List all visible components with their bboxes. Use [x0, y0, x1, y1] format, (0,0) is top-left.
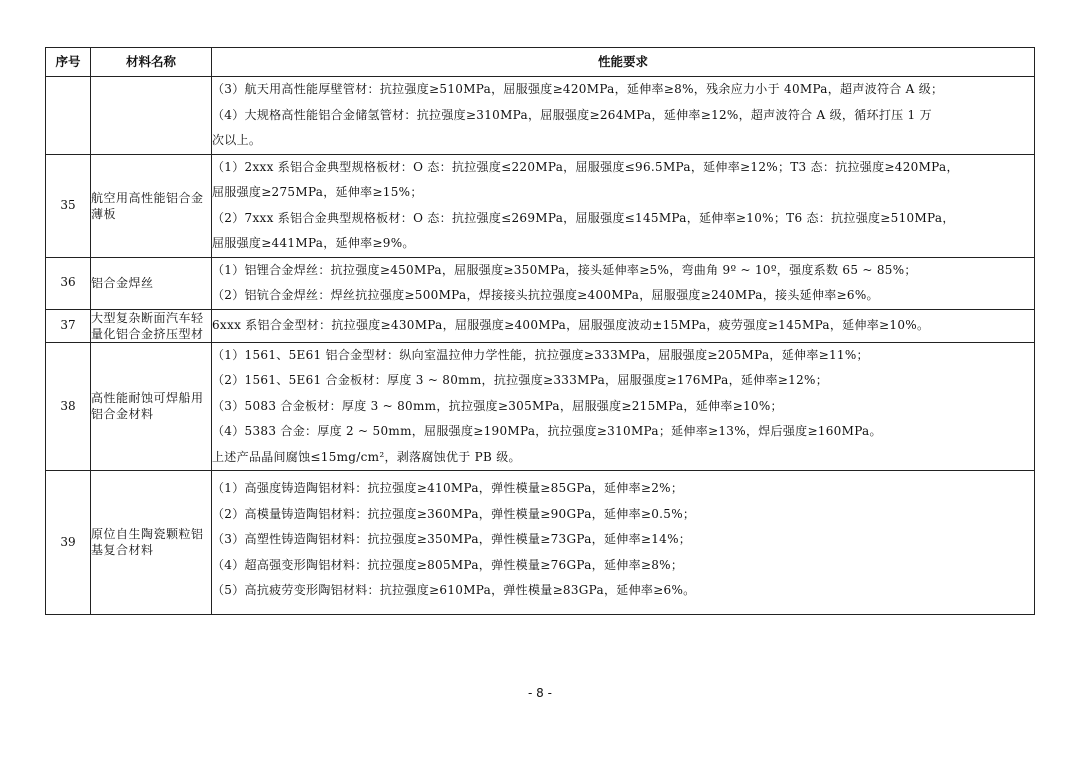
requirement-line: 上述产品晶间腐蚀≤15mg/cm²，剥落腐蚀优于 PB 级。 [212, 449, 521, 464]
requirement-line: （1）铝锂合金焊丝：抗拉强度≥450MPa，屈服强度≥350MPa，接头延伸率≥5%，弯曲角 9º ~ 10º，强度系数 65 ~ 85%； [212, 262, 917, 277]
table-row [46, 471, 1035, 615]
table-row [46, 342, 1035, 471]
material-name: 航空用高性能铝合金薄板 [91, 154, 212, 257]
row-number: 37 [46, 309, 91, 342]
table-body [46, 77, 1035, 615]
requirement-line: （3）5083 合金板材：厚度 3 ~ 80mm，抗拉强度≥305MPa，屈服强度≥215MPa，延伸率≥10%； [212, 398, 783, 413]
row-number [46, 77, 91, 155]
material-name [91, 77, 212, 155]
row-number: 36 [46, 257, 91, 309]
requirement-line: 6xxx 系铝合金型材：抗拉强度≥430MPa，屈服强度≥400MPa，屈服强度波动±15MPa，疲劳强度≥145MPa，延伸率≥10%。 [212, 317, 930, 332]
row-number: 38 [46, 342, 91, 471]
row-number: 39 [46, 471, 91, 615]
requirements-cell [212, 77, 1035, 155]
requirements-cell [212, 471, 1035, 615]
header-material-name: 材料名称 [91, 48, 212, 77]
table-row [46, 154, 1035, 257]
requirement-line: （4）5383 合金：厚度 2 ~ 50mm，屈服强度≥190MPa，抗拉强度≥310MPa；延伸率≥13%，焊后强度≥160MPa。 [212, 424, 882, 438]
material-name: 大型复杂断面汽车轻量化铝合金挤压型材 [91, 309, 212, 342]
requirements-cell [212, 342, 1035, 471]
table-row [46, 257, 1035, 309]
requirement-line: （4）超高强变形陶铝材料：抗拉强度≥805MPa，弹性模量≥76GPa，延伸率≥8%； [212, 557, 684, 572]
requirement-line: （3）航天用高性能厚壁管材：抗拉强度≥510MPa，屈服强度≥420MPa，延伸率≥8%，残余应力小于 40MPa，超声波符合 A 级； [212, 82, 944, 96]
requirement-line: 屈服强度≥441MPa，延伸率≥9%。 [212, 236, 415, 250]
requirements-cell [212, 257, 1035, 309]
requirement-line: （4）大规格高性能铝合金储氢管材：抗拉强度≥310MPa，屈服强度≥264MPa，延伸率≥12%，超声波符合 A 级，循环打压 1 万 [212, 107, 932, 122]
table-header-row [46, 48, 1035, 77]
requirement-line: （1）2xxx 系铝合金典型规格板材：O 态：抗拉强度≤220MPa，屈服强度≤96.5MPa，延伸率≥12%；T3 态：抗拉强度≥420MPa， [212, 159, 959, 174]
requirement-line: （2）7xxx 系铝合金典型规格板材：O 态：抗拉强度≤269MPa，屈服强度≤145MPa，延伸率≥10%；T6 态：抗拉强度≥510MPa， [212, 210, 955, 225]
row-number: 35 [46, 154, 91, 257]
material-name: 铝合金焊丝 [91, 257, 212, 309]
table-row [46, 77, 1035, 155]
table-row [46, 309, 1035, 342]
requirement-line: （2）铝钪合金焊丝：焊丝抗拉强度≥500MPa，焊接接头抗拉强度≥400MPa，屈服强度≥240MPa，接头延伸率≥6%。 [212, 288, 879, 302]
material-name: 高性能耐蚀可焊船用铝合金材料 [91, 342, 212, 471]
header-performance-requirements: 性能要求 [212, 48, 1035, 77]
material-name: 原位自生陶瓷颗粒铝基复合材料 [91, 471, 212, 615]
requirement-line: （1）高强度铸造陶铝材料：抗拉强度≥410MPa，弹性模量≥85GPa，延伸率≥2%； [212, 481, 684, 495]
requirement-line: （5）高抗疲劳变形陶铝材料：抗拉强度≥610MPa，弹性模量≥83GPa，延伸率≥6%。 [212, 583, 696, 597]
requirement-line: （3）高塑性铸造陶铝材料：抗拉强度≥350MPa，弹性模量≥73GPa，延伸率≥14%； [212, 532, 692, 546]
requirement-line: （2）高模量铸造陶铝材料：抗拉强度≥360MPa，弹性模量≥90GPa，延伸率≥0.5%； [212, 506, 696, 521]
requirement-line: （1）1561、5E61 铝合金型材：纵向室温拉伸力学性能，抗拉强度≥333MPa，屈服强度≥205MPa，延伸率≥11%； [212, 347, 869, 362]
requirements-cell [212, 154, 1035, 257]
requirement-line: （2）1561、5E61 合金板材：厚度 3 ~ 80mm，抗拉强度≥333MPa，屈服强度≥176MPa，延伸率≥12%； [212, 373, 829, 387]
requirement-line: 次以上。 [212, 133, 262, 147]
requirements-table [45, 47, 1035, 615]
requirements-cell [212, 309, 1035, 342]
header-serial-number: 序号 [46, 48, 91, 77]
page-number: - 8 - [528, 686, 552, 700]
requirement-line: 屈服强度≥275MPa，延伸率≥15%； [212, 185, 423, 199]
